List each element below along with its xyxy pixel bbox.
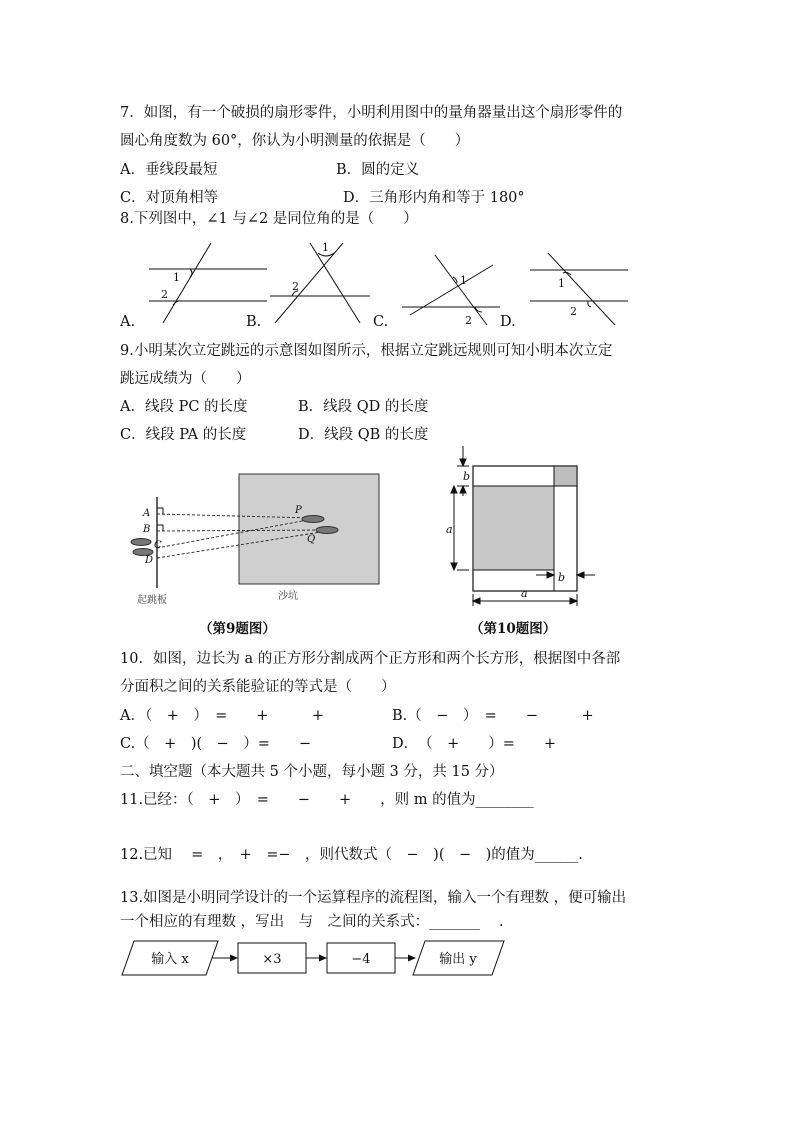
q10-label-b-horizontal: b [558,571,566,584]
q8-stem: 8.下列图中，∠1 与∠2 是同位角的是（ ） [120,211,418,227]
q9-line2: 跳远成绩为（ ） [120,371,251,387]
q9-point-c: C [154,540,162,551]
q10-option-c: C.（ + )( − ）= − [120,736,312,752]
q10-line2: 分面积之间的关系能验证的等式是（ ） [120,679,396,695]
q9-point-q: Q [307,534,316,545]
q8-c-angle1: 1 [460,274,467,287]
flow-output: 输出 y [439,952,477,967]
q10-figure [440,438,600,610]
q9-option-d: D．线段 QB 的长度 [298,427,429,443]
q7-option-c: C．对顶角相等 [120,190,219,206]
q10-label-b-vertical: b [463,470,471,483]
q9-point-b: B [143,524,151,535]
q10-line1: 10．如图，边长为 a 的正方形分割成两个正方形和两个长方形，根据图中各部 [120,651,621,667]
q10-option-b: B.（ − ） = − + [392,708,594,724]
q9-option-c: C．线段 PA 的长度 [120,427,247,443]
q7-option-a: A．垂线段最短 [120,162,218,178]
flow-multiply: ×3 [262,952,282,967]
q10-option-d: D． （ + ）= + [392,736,557,752]
flow-input: 输入 x [151,952,189,967]
q8-b-angle1: 1 [322,241,329,254]
q9-point-d: D [145,555,154,566]
q9-figure [125,462,395,610]
q9-point-a: A [143,508,151,519]
q8-a-angle2: 2 [161,288,168,301]
q9-option-b: B．线段 QD 的长度 [298,399,429,415]
q9-board-label: 起跳板 [137,595,167,606]
q7-option-b: B．圆的定义 [336,162,420,178]
q8-d-angle2: 2 [570,305,577,318]
q8-label-c: C. [373,314,389,330]
q11: 11.已经：（ + ） = − + ，则 m 的值为________ [120,792,534,808]
q13-flowchart [120,938,510,980]
q8-label-b: B. [246,314,262,330]
q13-line2: 一个相应的有理数 ，写出 与 之间的关系式：_______ . [120,914,504,930]
q8-a-angle1: 1 [173,271,180,284]
flow-subtract: −4 [351,952,371,967]
q8-label-d: D. [500,314,516,330]
q10-caption: （第10题图） [470,621,557,637]
q9-pit-label: 沙坑 [278,591,298,602]
q7-line2: 圆心角度数为 60°，你认为小明测量的依据是（ ） [120,133,470,149]
q12: 12.已知 = ， + =− ，则代数式（ − )( − )的值为______. [120,847,583,863]
q10-label-a-vertical: a [446,523,453,536]
q9-caption: （第9题图） [199,621,276,637]
q9-line1: 9.小明某次立定跳远的示意图如图所示，根据立定跳远规则可知小明本次立定 [120,343,613,359]
q8-b-angle2: 2 [292,280,299,293]
q7-line1: 7．如图，有一个破损的扇形零件，小明利用图中的量角器量出这个扇形零件的 [120,105,623,121]
q13-line1: 13.如图是小明同学设计的一个运算程序的流程图，输入一个有理数 ，便可输出 [120,890,627,906]
q10-label-a-horizontal: a [521,587,528,600]
section2-heading: 二、填空题（本大题共 5 个小题，每小题 3 分，共 15 分） [120,764,504,780]
q10-option-a: A．（ + ） = + + [120,708,325,724]
q9-option-a: A．线段 PC 的长度 [120,399,248,415]
q8-c-angle2: 2 [465,314,472,327]
q7-option-d: D．三角形内角和等于 180° [343,190,525,206]
q9-point-p: P [295,505,302,516]
q8-d-angle1: 1 [558,277,565,290]
q8-label-a: A. [120,314,136,330]
